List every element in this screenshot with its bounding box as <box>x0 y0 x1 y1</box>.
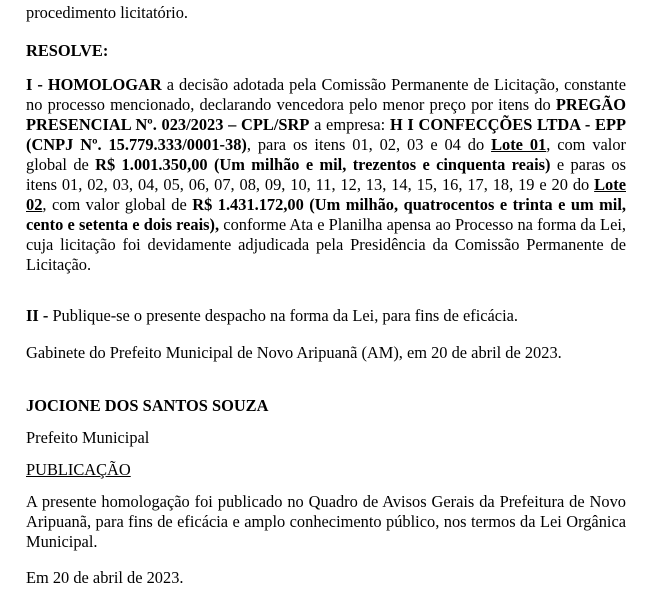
lot-02-label: Lote 02 <box>26 175 626 214</box>
item-2-roman: II - <box>26 306 49 325</box>
item-1-company: H I CONFECÇÕES LTDA - EPP (CNPJ Nº. 15.779.333/0001-38) <box>26 115 626 154</box>
item-2-text: Publique-se o presente despacho na forma da Lei, para fins de eficácia. <box>52 306 519 325</box>
item-1-text-f: , com valor global de <box>42 195 187 214</box>
resolve-heading: RESOLVE: <box>26 41 109 60</box>
lot-01-label: Lote 01 <box>491 135 547 154</box>
cabinet-line: Gabinete do Prefeito Municipal de Novo Aripuanã (AM), em 20 de abril de 2023. <box>26 343 562 362</box>
item-1-text-e: e paras os itens 01, 02, 03, 04, 05, 06, 07, 08, 09, 10, 11, 12, 13, 14, 15, 16, 17, 18, 19 e 20 do <box>26 155 626 194</box>
item-1-text-b: a empresa: <box>314 115 386 134</box>
lot-01-value: R$ 1.001.350,00 (Um milhão e mil, trezentos e cinquenta reais) <box>95 155 551 174</box>
intro-tail: procedimento licitatório. <box>26 3 189 22</box>
signer-role: Prefeito Municipal <box>26 428 150 447</box>
signer-name: JOCIONE DOS SANTOS SOUZA <box>26 396 269 415</box>
item-1-text-a: a decisão adotada pela Comissão Permanente de Licitação, constante no processo mencionado, declarando vencedora pelo menor preço por itens do <box>26 75 626 114</box>
item-1-text-c: , para os itens 01, 02, 03 e 04 do <box>246 135 485 154</box>
item-1-roman: I - <box>26 75 43 94</box>
item-1-paragraph <box>26 75 626 275</box>
item-2-paragraph <box>26 306 626 326</box>
closing-date: Em 20 de abril de 2023. <box>26 568 184 587</box>
item-1-modality: PREGÃO PRESENCIAL Nº. 023/2023 – CPL/SRP <box>26 95 626 134</box>
item-1-text-g: conforme Ata e Planilha apensa ao Processo na forma da Lei, cuja licitação foi devidamente adjudicada pela Presidência da Comissão Permanente de Licitação. <box>26 215 626 274</box>
lot-02-value: R$ 1.431.172,00 (Um milhão, quatrocentos e trinta e um mil, cento e setenta e dois reais), <box>26 195 626 234</box>
publication-text: A presente homologação foi publicado no Quadro de Avisos Gerais da Prefeitura de Novo Aripuanã, para fins de eficácia e amplo conhecimento público, nos termos da Lei Orgânica Municipal. <box>26 492 626 551</box>
item-1-action: HOMOLOGAR <box>47 75 162 94</box>
item-1-text-d: , com valor global de <box>26 135 626 174</box>
publication-heading: PUBLICAÇÃO <box>26 460 131 479</box>
